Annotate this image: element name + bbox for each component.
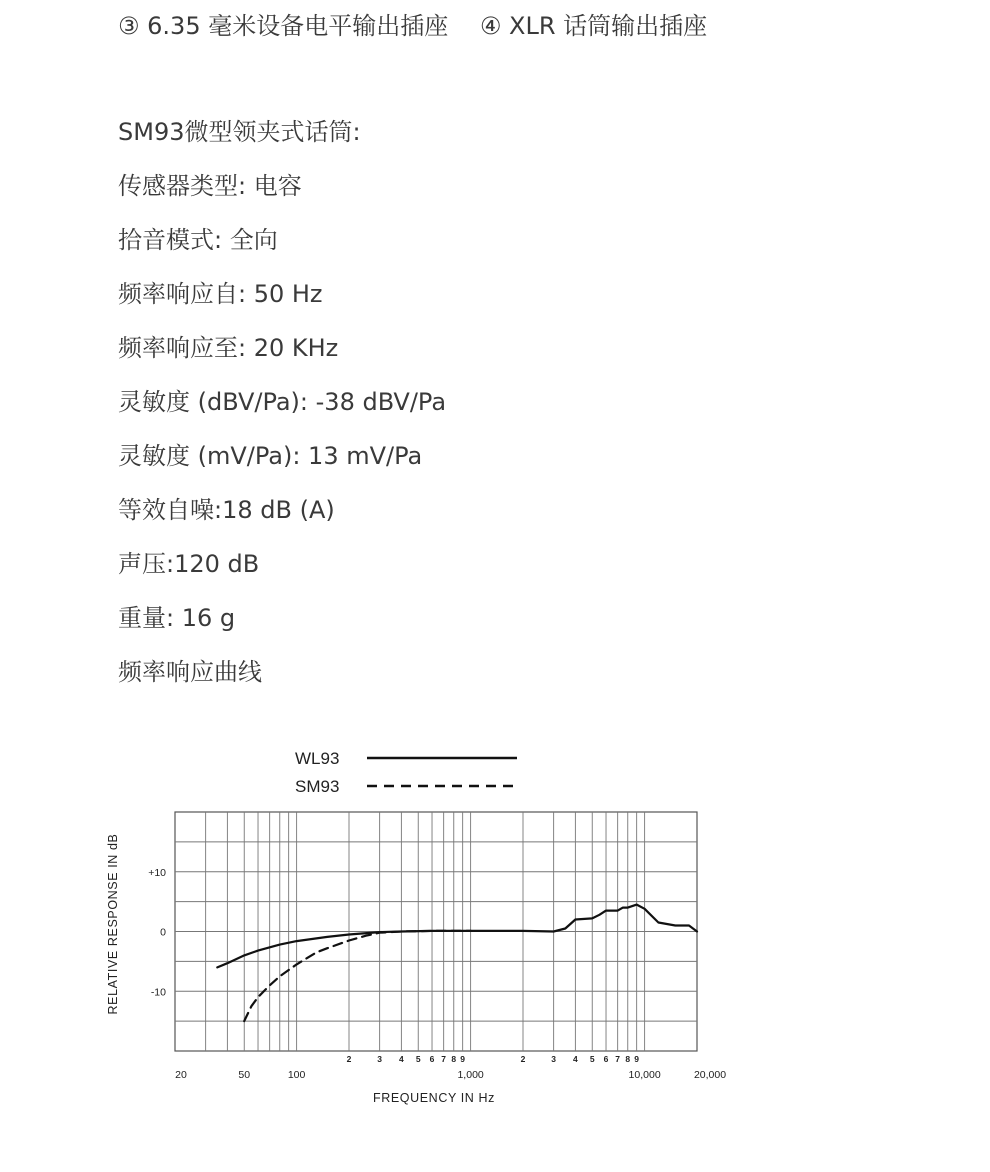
x-tick-label: 7 xyxy=(441,1054,447,1064)
spec-list xyxy=(118,114,446,708)
spec-max-spl: 声压:120 dB xyxy=(118,550,260,578)
port-label-3: 6.35 毫米设备电平输出插座 xyxy=(147,12,449,40)
x-tick-label: 5 xyxy=(589,1054,595,1064)
port-marker-4: ④ xyxy=(479,12,502,40)
x-tick-label: 1,000 xyxy=(457,1069,484,1081)
spec-sensitivity-mv: 灵敏度 (mV/Pa): 13 mV/Pa xyxy=(118,442,423,470)
chart-labels xyxy=(106,834,726,1105)
port-item-4 xyxy=(480,6,707,41)
frequency-response-chart xyxy=(0,730,990,1130)
y-tick-label: -10 xyxy=(150,986,166,999)
y-tick-label: 0 xyxy=(160,926,166,939)
series-line-wl93 xyxy=(217,905,697,968)
x-tick-label: 6 xyxy=(429,1054,435,1064)
x-tick-label: 7 xyxy=(615,1054,621,1064)
x-tick-label: 4 xyxy=(573,1054,578,1064)
x-tick-label: 9 xyxy=(460,1054,466,1064)
output-jacks-line xyxy=(118,6,731,41)
x-tick-label: 10,000 xyxy=(628,1069,661,1081)
legend-label-sm93: SM93 xyxy=(295,777,340,796)
x-tick-label: 3 xyxy=(551,1054,557,1064)
x-tick-label: 4 xyxy=(399,1054,404,1064)
y-axis-title: RELATIVE RESPONSE IN dB xyxy=(106,833,120,1015)
x-tick-label: 100 xyxy=(287,1069,306,1081)
spec-sensitivity-dbv: 灵敏度 (dBV/Pa): -38 dBV/Pa xyxy=(118,388,447,416)
x-axis-title: FREQUENCY IN Hz xyxy=(373,1091,495,1105)
spec-frequency-low: 频率响应自: 50 Hz xyxy=(118,280,323,308)
port-label-4: XLR 话筒输出插座 xyxy=(509,12,708,40)
legend-label-wl93: WL93 xyxy=(295,749,340,768)
x-tick-label: 5 xyxy=(415,1054,421,1064)
spec-transducer-type: 传感器类型: 电容 xyxy=(118,172,302,200)
spec-model-title: SM93微型领夹式话筒: xyxy=(118,118,361,146)
port-item-3 xyxy=(118,6,448,41)
y-tick-label: +10 xyxy=(148,866,166,879)
x-tick-label: 6 xyxy=(603,1054,609,1064)
chart-legend xyxy=(295,749,517,796)
spec-self-noise: 等效自噪:18 dB (A) xyxy=(118,496,335,524)
x-tick-label: 50 xyxy=(238,1069,251,1081)
x-tick-label: 20 xyxy=(175,1069,187,1081)
x-tick-label: 2 xyxy=(346,1054,352,1064)
x-tick-label: 8 xyxy=(625,1054,631,1064)
x-tick-label: 2 xyxy=(520,1054,526,1064)
spec-weight: 重量: 16 g xyxy=(118,604,236,632)
x-tick-label: 3 xyxy=(377,1054,383,1064)
spec-polar-pattern: 拾音模式: 全向 xyxy=(118,226,278,254)
chart-series xyxy=(217,905,697,1022)
x-tick-label: 20,000 xyxy=(693,1069,727,1081)
spec-curve-heading: 频率响应曲线 xyxy=(118,658,262,686)
x-tick-label: 9 xyxy=(634,1054,640,1064)
x-tick-label: 8 xyxy=(451,1054,457,1064)
spec-frequency-high: 频率响应至: 20 KHz xyxy=(118,334,339,362)
chart-svg xyxy=(0,730,990,1130)
port-marker-3: ③ xyxy=(118,12,140,40)
